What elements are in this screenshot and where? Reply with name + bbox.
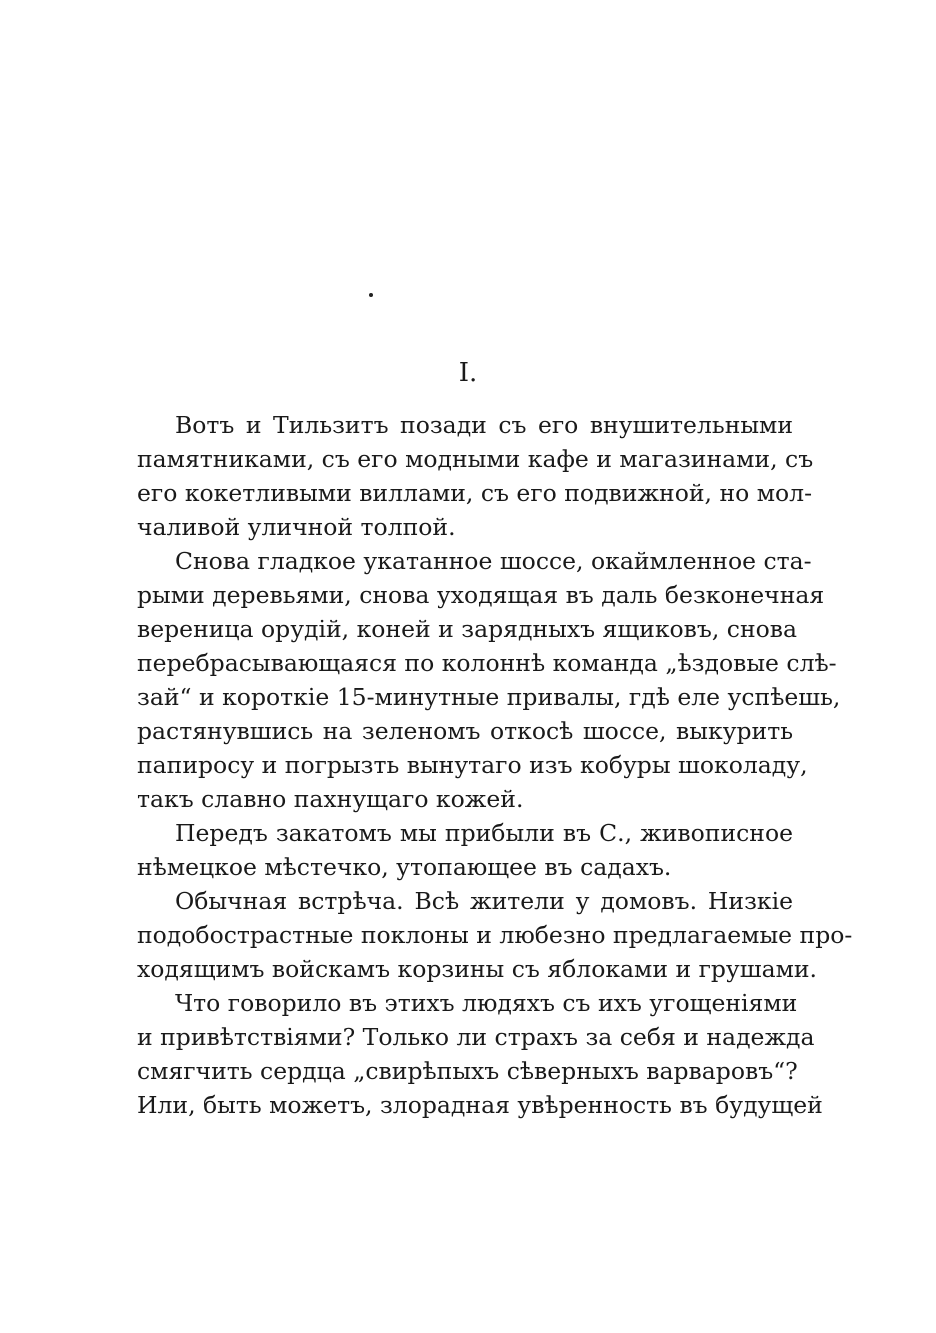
- text-line: растянувшись на зеленомъ откосѣ шоссе, выкурить: [137, 717, 793, 745]
- text-line: Передъ закатомъ мы прибыли въ С., живописное: [175, 819, 793, 847]
- text-line: перебрасывающаяся по колоннѣ команда „ѣздовые слѣ-: [137, 649, 837, 677]
- paragraph: [137, 884, 853, 986]
- text-line: памятниками, съ его модными кафе и магазинами, съ: [137, 445, 814, 473]
- text-line: чаливой уличной толпой.: [137, 513, 456, 541]
- text-line: его кокетливыми виллами, съ его подвижной, но мол-: [137, 479, 813, 507]
- text-line: Или, быть можетъ, злорадная увѣренность въ будущей: [137, 1091, 823, 1119]
- text-line: Вотъ и Тильзитъ позади съ его внушительными: [175, 411, 793, 439]
- text-line: такъ славно пахнущаго кожей.: [137, 785, 524, 813]
- text-line: подобострастные поклоны и любезно предлагаемые про-: [137, 921, 853, 949]
- body-text: [137, 408, 853, 1122]
- text-line: и привѣтствіями? Только ли страхъ за себя и надежда: [137, 1023, 815, 1051]
- ink-speck: [369, 293, 373, 297]
- paragraph: [137, 544, 841, 816]
- text-line: Снова гладкое укатанное шоссе, окаймленное ста-: [175, 547, 812, 575]
- paragraph: [137, 986, 823, 1122]
- text-line: Что говорило въ этихъ людяхъ съ ихъ угощеніями: [175, 989, 798, 1017]
- paragraph: [137, 816, 793, 884]
- paragraph: [137, 408, 814, 544]
- text-line: зай“ и короткіе 15-минутные привалы, гдѣ еле успѣешь,: [137, 683, 841, 711]
- text-line: нѣмецкое мѣстечко, утопающее въ садахъ.: [137, 853, 672, 881]
- text-line: Обычная встрѣча. Всѣ жители у домовъ. Низкіе: [175, 887, 793, 915]
- chapter-heading: I.: [458, 358, 478, 388]
- text-line: вереница орудій, коней и зарядныхъ ящиковъ, снова: [137, 615, 797, 643]
- text-line: папиросу и погрызть вынутаго изъ кобуры шоколаду,: [137, 751, 808, 779]
- text-line: ходящимъ войскамъ корзины съ яблоками и грушами.: [137, 955, 818, 983]
- text-line: смягчить сердца „свирѣпыхъ сѣверныхъ варваровъ“?: [137, 1057, 798, 1085]
- text-line: рыми деревьями, снова уходящая въ даль безконечная: [137, 581, 825, 609]
